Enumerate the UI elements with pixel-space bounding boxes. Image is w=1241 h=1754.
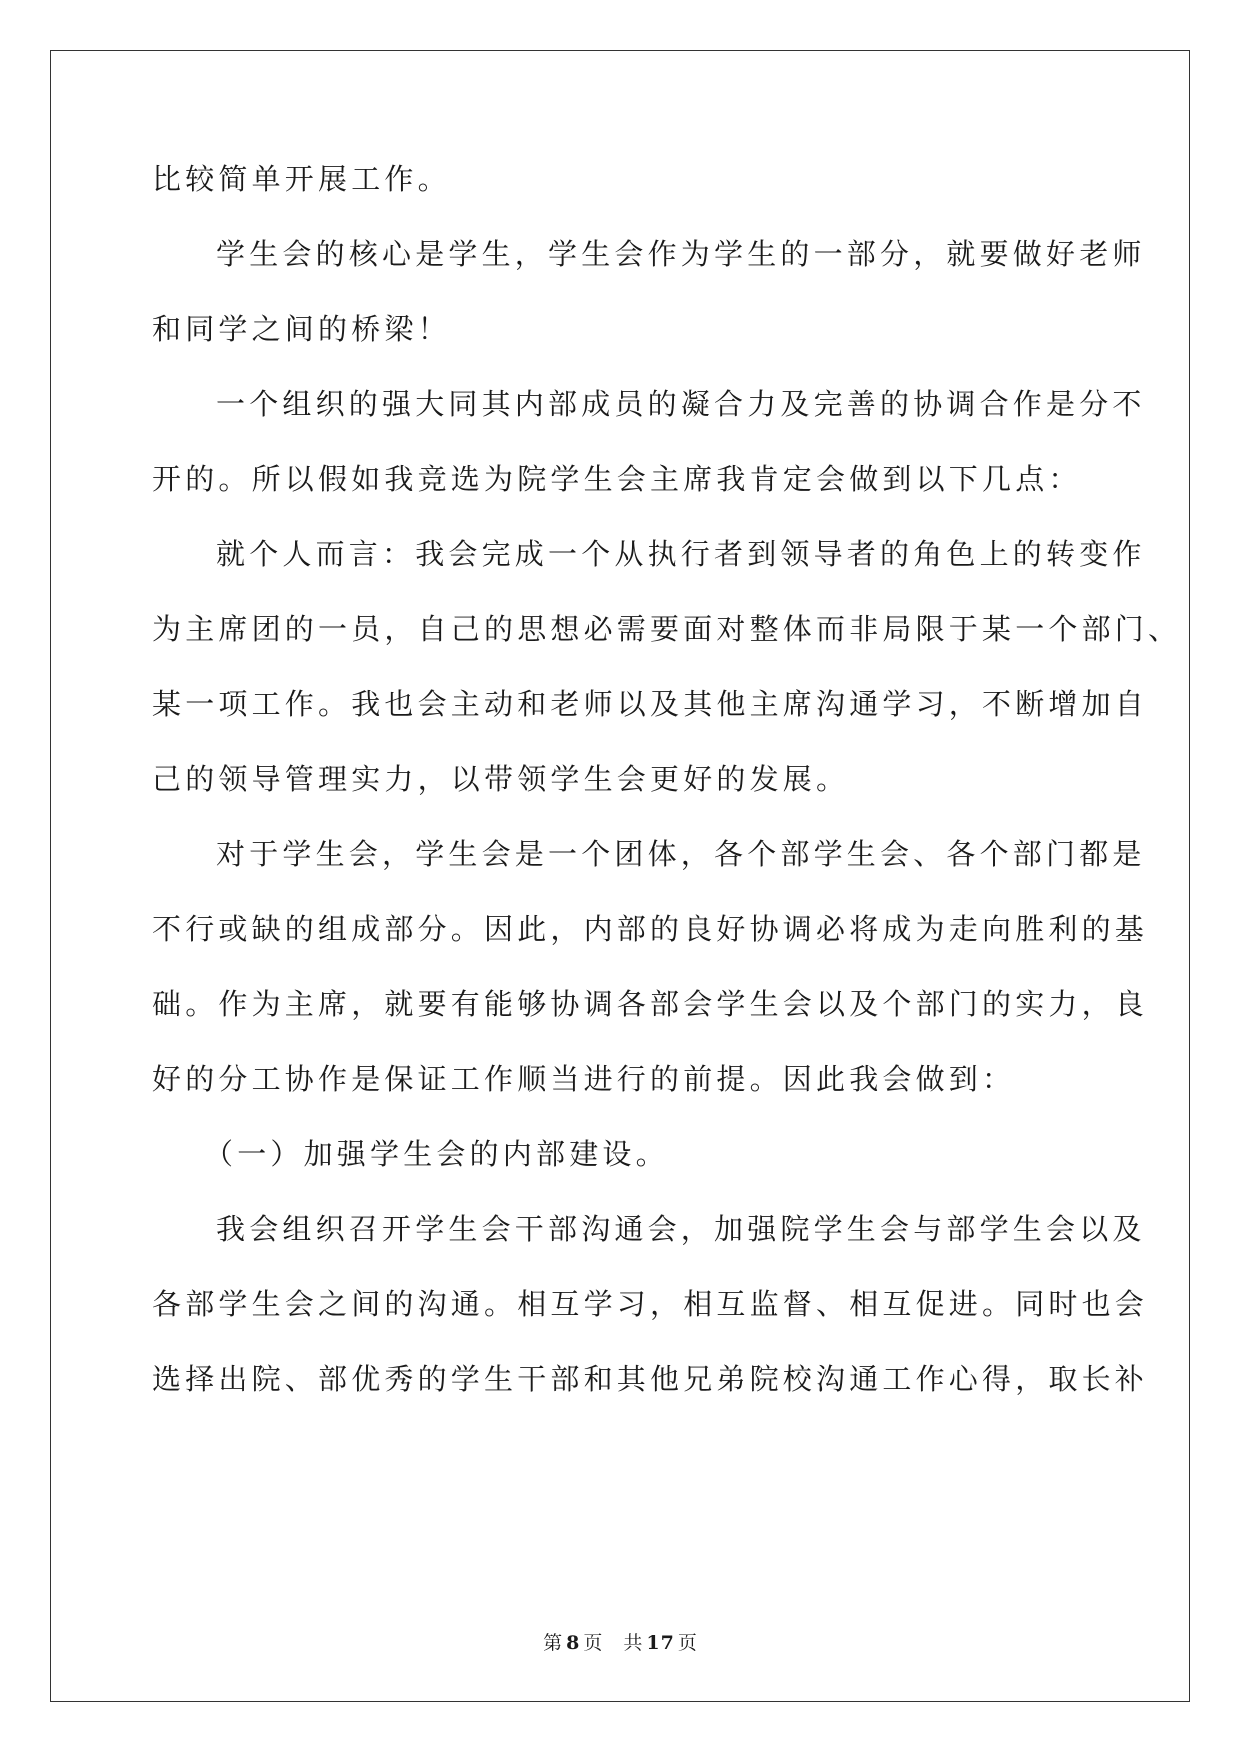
text-line: 己的领导管理实力，以带领学生会更好的发展。 [152,762,850,796]
page-footer [0,1628,1241,1655]
paragraph-start-line: 对于学生会，学生会是一个团体，各个部学生会、各个部门都是 [216,837,1146,871]
page-number: 8 [566,1632,581,1654]
text-line: 好的分工协作是保证工作顺当进行的前提。因此我会做到： [152,1062,1016,1096]
page-unit: 页 [583,1632,604,1654]
page-prefix: 第 [543,1632,564,1654]
paragraph-start-line: 我会组织召开学生会干部沟通会，加强院学生会与部学生会以及 [216,1212,1146,1246]
text-line: 为主席团的一员，自己的思想必需要面对整体而非局限于某一个部门、 [152,612,1182,646]
total-unit: 页 [677,1632,698,1654]
total-prefix: 共 [623,1632,644,1654]
document-body [152,160,1182,1435]
section-heading: （一）加强学生会的内部建设。 [204,1137,669,1171]
text-line: 比较简单开展工作。 [152,162,451,196]
paragraph-start-line: 学生会的核心是学生，学生会作为学生的一部分，就要做好老师 [216,237,1146,271]
text-line: 某一项工作。我也会主动和老师以及其他主席沟通学习，不断增加自 [152,687,1149,721]
text-line: 开的。所以假如我竞选为院学生会主席我肯定会做到以下几点： [152,462,1082,496]
paragraph-start-line: 就个人而言：我会完成一个从执行者到领导者的角色上的转变作 [216,537,1146,571]
text-line: 各部学生会之间的沟通。相互学习，相互监督、相互促进。同时也会 [152,1287,1149,1321]
text-line: 础。作为主席，就要有能够协调各部会学生会以及个部门的实力，良 [152,987,1149,1021]
text-line: 不行或缺的组成部分。因此，内部的良好协调必将成为走向胜利的基 [152,912,1149,946]
paragraph-start-line: 一个组织的强大同其内部成员的凝合力及完善的协调合作是分不 [216,387,1146,421]
text-line: 选择出院、部优秀的学生干部和其他兄弟院校沟通工作心得，取长补 [152,1362,1149,1396]
text-line: 和同学之间的桥梁！ [152,312,451,346]
page-total: 17 [646,1632,675,1654]
